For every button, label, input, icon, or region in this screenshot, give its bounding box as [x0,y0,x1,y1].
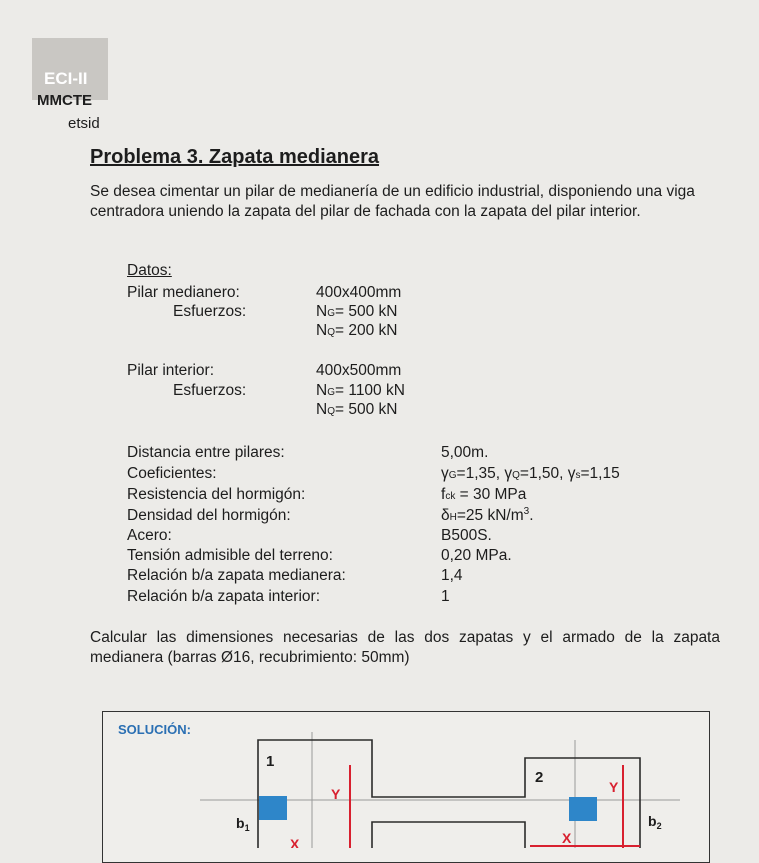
footing-outline [258,740,640,848]
acero-label: Acero: [127,527,172,544]
beam-lower-edge [372,822,525,848]
column-medianero [259,796,287,820]
column-interior [569,797,597,821]
pilar-medianero-label: Pilar medianero: [127,284,240,301]
pilar-interior-ng: NG= 1100 kN [316,382,405,399]
densidad-value: δH=25 $kN/m^3$. [441,505,534,524]
pilar-interior-label: Pilar interior: [127,362,214,379]
resistencia-value: fck = 30 MPa [441,486,527,503]
rel-interior-value: 1 [441,588,450,605]
y-label-footing1: Y [331,786,341,802]
footing2-number: 2 [535,769,544,786]
problem-title: Problema 3. Zapata medianera [90,146,380,168]
x-label-footing1: X [290,836,300,848]
distancia-label: Distancia entre pilares: [127,444,285,461]
calc-paragraph: Calcular las dimensiones necesarias de las dos zapatas y el armado de la zapata medianera (barras Ø16, recubrimiento: 50mm) [90,629,720,666]
x-label-footing2: X [562,830,572,846]
tension-label: Tensión admisible del terreno: [127,547,333,564]
coeficientes-value: γG=1,35, γQ=1,50, γs=1,15 [441,465,620,482]
pilar-medianero-ng: NG= 500 kN [316,303,398,320]
intro-paragraph: Se desea cimentar un pilar de medianería de un edificio industrial, disponiendo una viga centradora uniendo la zapata del pilar de fachada con la zapata del pilar interior. [90,183,695,220]
acero-value: B500S. [441,527,492,544]
logo-course: ECI-II [44,69,88,88]
pilar-medianero-esfuerzos-label: Esfuerzos: [173,303,247,320]
distancia-value: 5,00m. [441,444,489,461]
pilar-interior-esfuerzos-label: Esfuerzos: [173,382,247,399]
logo-school: etsid [68,115,100,132]
pilar-medianero-nq: NQ= 200 kN [316,322,398,339]
solution-label: SOLUCIÓN: [118,722,191,737]
logo-org: MMCTE [37,92,92,109]
y-label-footing2: Y [609,779,619,795]
b1-label: $b_1$ [236,815,250,833]
b2-label: $b_2$ [648,813,662,831]
datos-heading: Datos: [127,262,172,279]
rel-medianera-value: 1,4 [441,567,463,584]
rel-medianera-label: Relación b/a zapata medianera: [127,567,346,584]
densidad-label: Densidad del hormigón: [127,507,291,524]
pilar-interior-nq: NQ= 500 kN [316,401,398,418]
pilar-medianero-dims: 400x400mm [316,284,402,301]
coeficientes-label: Coeficientes: [127,465,217,482]
resistencia-label: Resistencia del hormigón: [127,486,306,503]
pilar-interior-dims: 400x500mm [316,362,402,379]
footing1-number: 1 [266,753,275,770]
tension-value: 0,20 MPa. [441,547,512,564]
rel-interior-label: Relación b/a zapata interior: [127,588,321,605]
